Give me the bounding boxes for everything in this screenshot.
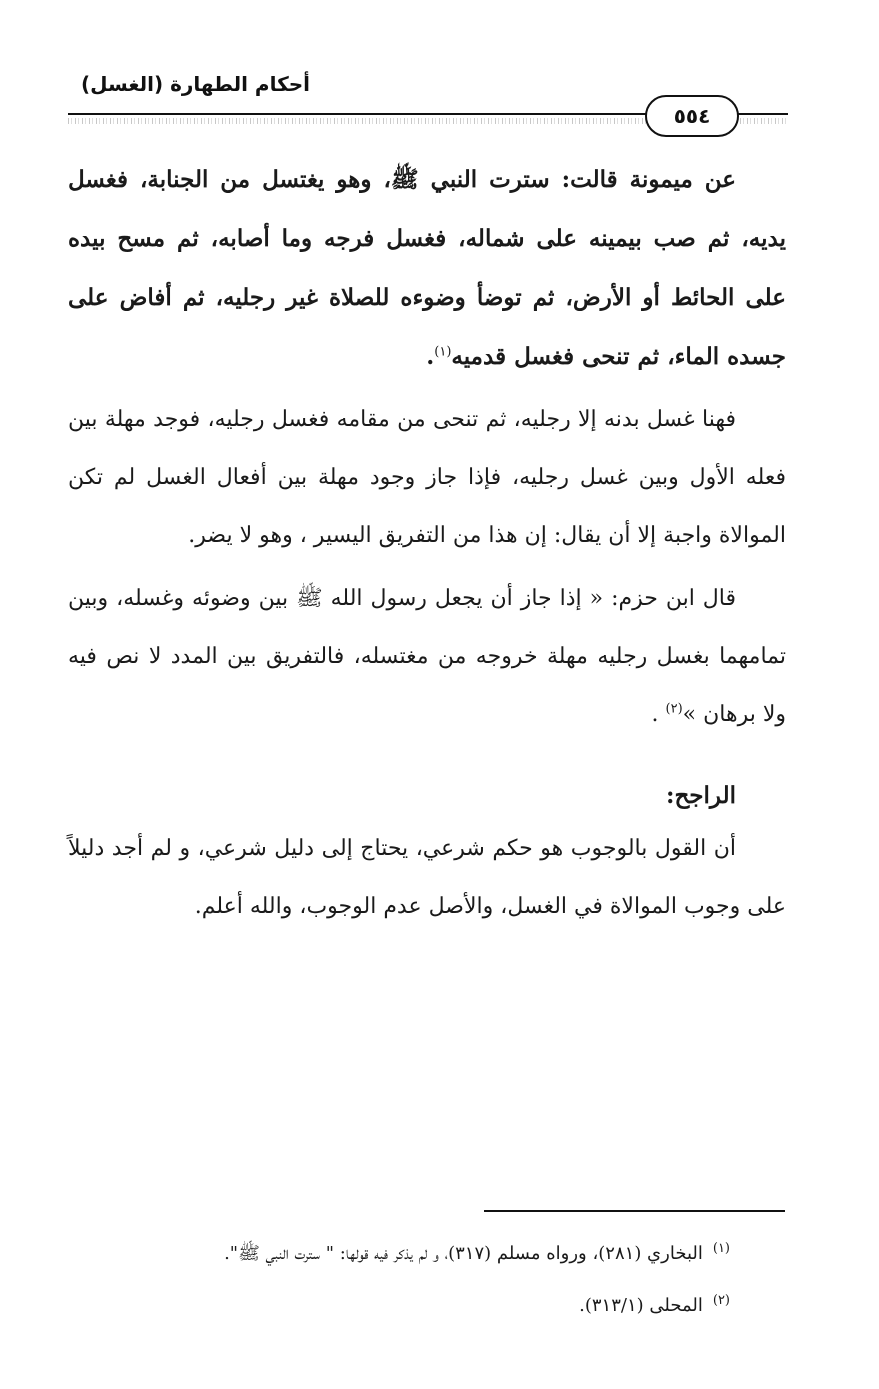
footnote-1 bbox=[68, 1228, 730, 1280]
commentary-paragraph: فهنا غسل بدنه إلا رجليه، ثم تنحى من مقامه فغسل رجليه، فوجد مهلة بين فعله الأول وبين غسل رجليه، فإذا جاز وجود مهلة بين أفعال الغسل لم تكن الموالاة واجبة إلا أن يقال: إن هذا من التفريق اليسير ، وهو لا يضر. bbox=[68, 407, 786, 548]
quote-paragraph-end: . bbox=[651, 702, 666, 727]
footnote-text: البخاري (٢٨١)، ورواه مسلم (٣١٧)، و لم يذكر فيه قولها: " سترت النبي ﷺ". bbox=[224, 1243, 703, 1264]
footnote-text: المحلى (٣١٣/١). bbox=[579, 1295, 703, 1316]
hadith-text: عن ميمونة قالت: سترت النبي ﷺ، وهو يغتسل من الجنابة، فغسل يديه، ثم صب بيمينه على شماله، فغسل فرجه وما أصابه، ثم مسح بيده على الحائط أو الأرض، ثم توضأ وضوءه للصلاة غير رجليه، ثم أفاض على جسده الماء، ثم تنحى فغسل قدميه bbox=[68, 166, 786, 370]
page-number: ٥٥٤ bbox=[673, 104, 711, 128]
hadith-paragraph bbox=[68, 150, 786, 386]
running-header-title: أحكام الطهارة (الغسل) bbox=[80, 72, 310, 96]
section-heading: الراجح: bbox=[665, 782, 736, 809]
footnote-number: (٢) bbox=[712, 1293, 730, 1308]
quote-paragraph bbox=[68, 570, 786, 744]
footnote-reference-2: (٢) bbox=[665, 701, 683, 717]
footnote-separator bbox=[484, 1210, 785, 1212]
footnote-2 bbox=[68, 1280, 730, 1332]
footnote-reference-1: (١) bbox=[434, 344, 452, 360]
conclusion-paragraph: أن القول بالوجوب هو حكم شرعي، يحتاج إلى دليل شرعي، و لم أجد دليلاً على وجوب الموالاة في الغسل، والأصل عدم الوجوب، والله أعلم. bbox=[68, 836, 786, 919]
ibn-hazm-quote: قال ابن حزم: « إذا جاز أن يجعل رسول الله ﷺ بين وضوئه وغسله، وبين تمامهما بغسل رجليه مهلة خروجه من مغتسله، فالتفريق بين المدد لا نص فيه ولا برهان » bbox=[68, 586, 786, 727]
page-number-badge bbox=[645, 95, 739, 137]
main-text bbox=[68, 150, 786, 936]
footnotes bbox=[68, 1228, 730, 1332]
footnote-number: (١) bbox=[712, 1241, 730, 1256]
hadith-paragraph-end: . bbox=[426, 343, 435, 370]
